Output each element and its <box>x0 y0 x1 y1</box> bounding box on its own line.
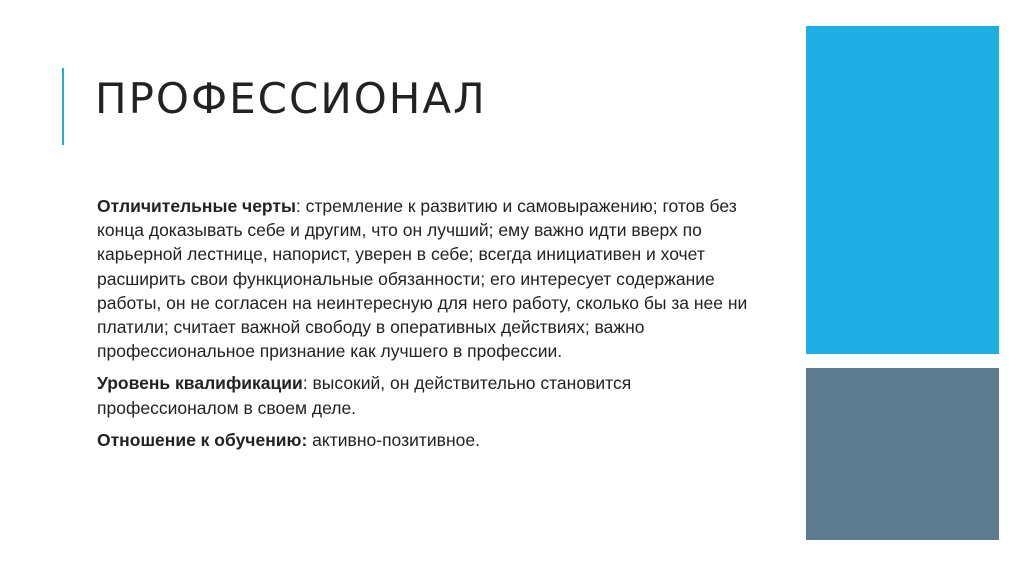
paragraph-qualification <box>97 371 777 419</box>
slide-title: ПРОФЕССИОНАЛ <box>95 74 487 123</box>
paragraph-learning <box>97 428 777 452</box>
slide-body <box>97 194 777 460</box>
decor-block-slate <box>806 368 999 540</box>
paragraph-traits-text: : стремление к развитию и самовыражению; готов без конца доказывать себе и другим, что он лучший; ему важно идти вверх по карьерной лестнице, напорист, уверен в себе; всегда инициативен и хочет расширить свои функциональные обязанности; его интересует содержание работы, он не согласен на неинтересную для него работу, сколько бы за нее ни платили; считает важной свободу в оперативных действиях; важно профессиональное признание как лучшего в профессии. <box>97 196 748 362</box>
paragraph-learning-label: Отношение к обучению: <box>97 429 308 450</box>
paragraph-traits-label: Отличительные черты <box>97 196 296 216</box>
decor-block-blue <box>806 26 999 354</box>
paragraph-qualification-text: : высокий, он действительно становится профессионалом в своем деле. <box>97 373 632 418</box>
paragraph-learning-text: активно-позитивное. <box>307 429 480 450</box>
title-accent-line <box>62 68 64 145</box>
paragraph-traits <box>97 194 777 363</box>
paragraph-qualification-label: Уровень квалификации <box>97 373 303 394</box>
